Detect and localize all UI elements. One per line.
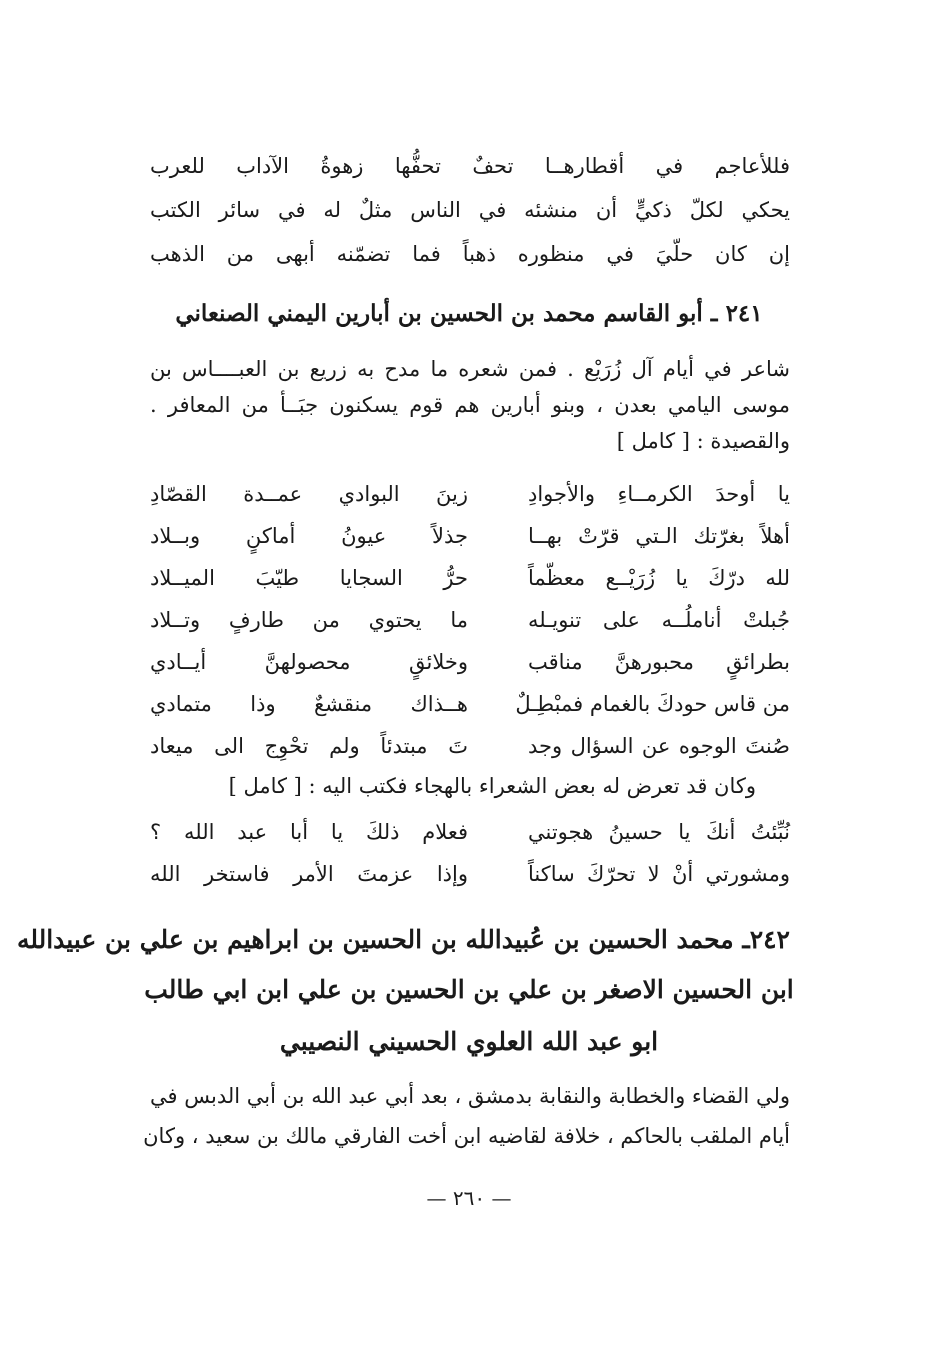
entry-242-heading-line: ابن الحسين الاصغر بن علي بن الحسين بن علي ابن ابي طالب <box>144 975 794 1004</box>
second-hemistich: زينَ البوادي عمــدة القصّادِ <box>150 482 468 506</box>
first-hemistich: جُبلتْ أناملُــه على تنويـله <box>528 608 790 632</box>
interlude-line: وكان قد تعرض له بعض الشعراء بالهجاء فكتب اليه : [ كامل ] <box>228 774 756 798</box>
second-hemistich: تَ مبتدئاً ولم تحْوِج الى ميعاد <box>150 734 468 758</box>
first-hemistich: نُبِّئتُ أنكَ يا حسينُ هجوتني <box>528 820 790 844</box>
poem-verse <box>150 604 790 636</box>
poem-verse <box>150 562 790 594</box>
second-hemistich: حرُّ السجايا طيّبَ الميــلاد <box>150 566 468 590</box>
first-hemistich: لله درّكَ يا زُرَيْــع معظّماً <box>528 566 790 590</box>
second-hemistich: فعلام ذلكَ يا أبا عبد الله ؟ <box>150 820 468 844</box>
entry-242-heading-line: ٢٤٢ـ محمد الحسين بن عُبيدالله بن الحسين بن ابراهيم بن علي بن عبيدالله <box>16 925 790 954</box>
first-hemistich: بطرائقٍ محبورهنَّ مناقب <box>528 650 790 674</box>
second-hemistich: ما يحتوي من طارفٍ وتــلاد <box>150 608 468 632</box>
first-hemistich: يا أوحدَ الكرمــاءِ والأجوادِ <box>528 482 790 506</box>
first-hemistich: ومشورتي أنْ لا تحرّكَ ساكناً <box>528 862 790 886</box>
second-hemistich: وخلائقٍ محصولهنَّ أيــادي <box>150 650 468 674</box>
meter-label: والقصيدة : [ كامل ] <box>616 429 790 453</box>
first-hemistich: صُنتَ الوجوه عن السؤال وجد <box>528 734 790 758</box>
second-hemistich: جذلاً عيونُ أماكنٍ وبــلاد <box>150 524 468 548</box>
entry-242-heading-line: ابو عبد الله العلوي الحسيني النصيبي <box>279 1027 659 1056</box>
poem-verse <box>150 478 790 510</box>
poem-verse <box>150 858 790 890</box>
verse-line: إن كان حلّيَ في منظوره ذهباً فما تضمّنه أبهى من الذهب <box>150 242 790 266</box>
verse-line: فللأعاجم في أقطارهــا تحفٌ تحفُّها زهوةُ الآداب للعرب <box>150 154 790 178</box>
second-hemistich: هــذاك منقشعٌ وذا متمادي <box>150 692 468 716</box>
poem-verse <box>150 730 790 762</box>
poem-verse <box>150 646 790 678</box>
prose-line: أيام الملقب بالحاكم ، خلافة لقاضيه ابن أخت الفارقي مالك بن سعيد ، وكان <box>143 1124 790 1148</box>
page-number: — ٢٦٠ — <box>426 1186 512 1210</box>
prose-line: ولي القضاء والخطابة والنقابة بدمشق ، بعد أبي عبد الله بن أبي الدبس في <box>150 1084 790 1108</box>
prose-line: شاعر في أيام آل زُرَيْع . فمن شعره ما مدح به زريع بن العبــــاس بن <box>150 357 791 381</box>
poem-verse <box>150 520 790 552</box>
second-hemistich: وإذا عزمتَ الأمر فاستخر الله <box>150 862 468 886</box>
first-hemistich: أهلاً بغرّتك الـتي قرّتْ بهــا <box>528 524 790 548</box>
entry-241-heading: ٢٤١ ـ أبو القاسم محمد بن الحسين بن أبارين اليمني الصنعاني <box>175 300 763 327</box>
first-hemistich: من قاس حودكَ بالغمام فمبْطِـلٌ <box>515 692 790 716</box>
poem-verse <box>150 816 790 848</box>
prose-line: موسى اليامي بعدن ، وبنو أبارين هم قوم يسكنون جبَــأ من المعافر . <box>150 393 790 417</box>
verse-line: يحكي لكلّ ذكيٍّ أن منشئه في الناس مثلٌ له في سائر الكتب <box>150 198 790 222</box>
poem-verse <box>150 688 790 720</box>
